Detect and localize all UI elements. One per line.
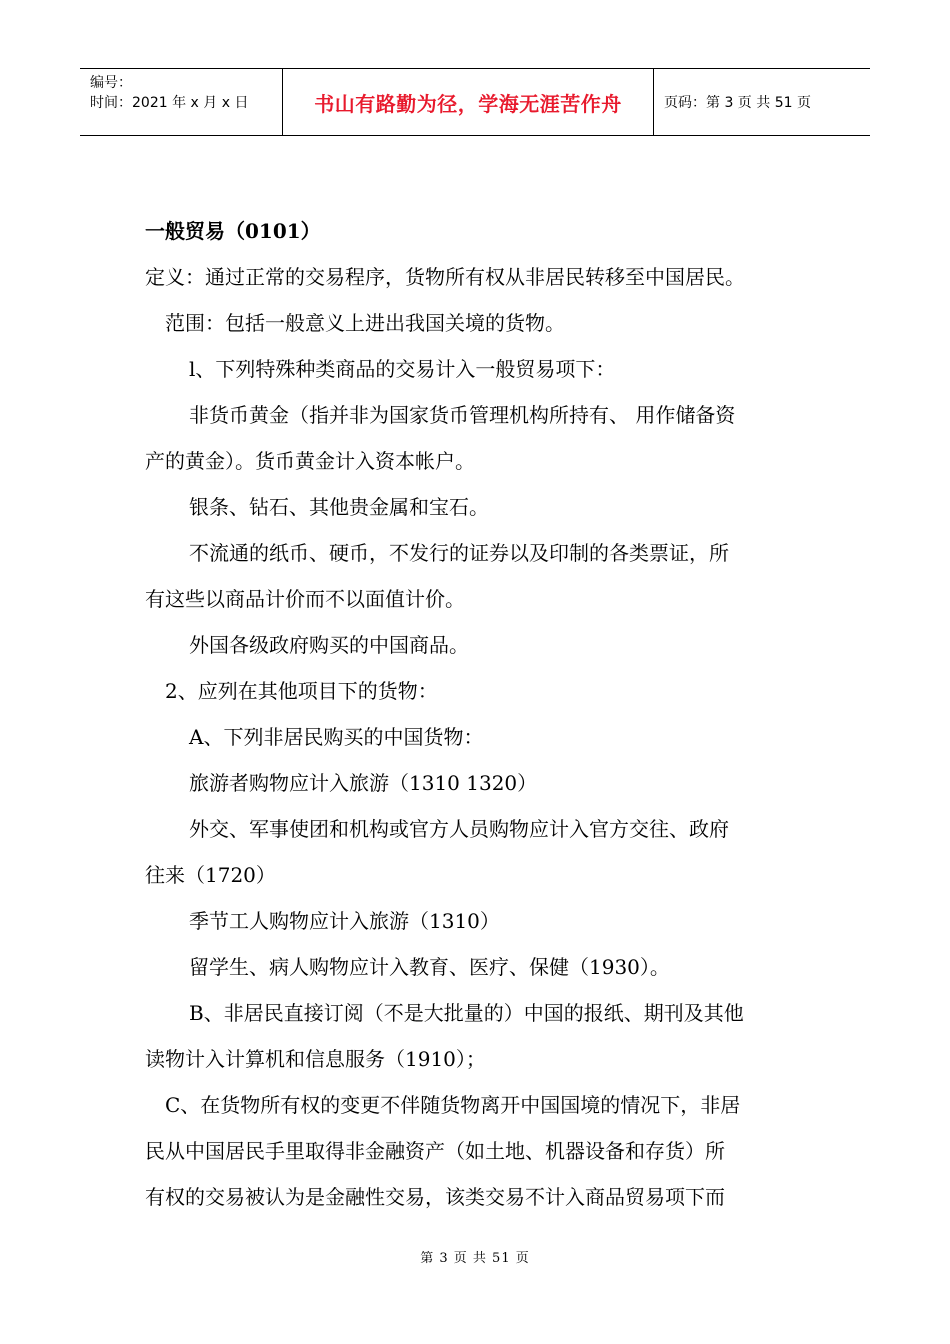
paragraph-currency-line2: 有这些以商品计价而不以面值计价。 bbox=[145, 587, 465, 611]
paragraph-item-c-line2: 民从中国居民手里取得非金融资产（如土地、机器设备和存货）所 bbox=[145, 1139, 725, 1163]
paragraph-diplomatic-line2: 往来（1720） bbox=[145, 863, 276, 887]
paragraph-item-2: 2、应列在其他项目下的货物： bbox=[165, 679, 438, 703]
paragraph-diplomatic-line1: 外交、军事使团和机构或官方人员购物应计入官方交往、政府 bbox=[189, 817, 729, 841]
paragraph-foreign-gov: 外国各级政府购买的中国商品。 bbox=[189, 633, 469, 657]
paragraph-seasonal: 季节工人购物应计入旅游（1310） bbox=[189, 909, 500, 933]
page-footer: 第 3 页 共 51 页 bbox=[420, 1251, 530, 1266]
paragraph-silver: 银条、钻石、其他贵金属和宝石。 bbox=[189, 495, 489, 519]
date-label: 时间：2021 年 x 月 x 日 bbox=[90, 95, 249, 111]
number-label: 编号： bbox=[90, 75, 132, 91]
paragraph-definition: 定义：通过正常的交易程序，货物所有权从非居民转移至中国居民。 bbox=[145, 265, 745, 289]
paragraph-item-b-line1: B、非居民直接订阅（不是大批量的）中国的报纸、期刊及其他 bbox=[189, 1001, 744, 1025]
header-page-info: 页码：第 3 页 共 51 页 bbox=[664, 95, 811, 111]
header-motto: 书山有路勤为径，学海无涯苦作舟 bbox=[282, 69, 654, 135]
paragraph-item-a: A、下列非居民购买的中国货物： bbox=[189, 725, 484, 749]
paragraph-gold-line1: 非货币黄金（指并非为国家货币管理机构所持有、 用作储备资 bbox=[189, 403, 736, 427]
paragraph-item-c-line3: 有权的交易被认为是金融性交易，该类交易不计入商品贸易项下而 bbox=[145, 1185, 725, 1209]
paragraph-students: 留学生、病人购物应计入教育、医疗、保健（1930）。 bbox=[189, 955, 670, 979]
section-heading: 一般贸易（0101） bbox=[145, 219, 321, 243]
paragraph-scope: 范围：包括一般意义上进出我国关境的货物。 bbox=[165, 311, 565, 335]
paragraph-item-b-line2: 读物计入计算机和信息服务（1910）； bbox=[145, 1047, 486, 1071]
paragraph-item-1: l、下列特殊种类商品的交易计入一般贸易项下： bbox=[189, 357, 616, 381]
header-meta bbox=[80, 69, 282, 135]
paragraph-gold-line2: 产的黄金）。货币黄金计入资本帐户。 bbox=[145, 449, 475, 473]
paragraph-item-c-line1: C、在货物所有权的变更不伴随货物离开中国国境的情况下，非居 bbox=[165, 1093, 741, 1117]
document-body bbox=[145, 208, 810, 1220]
paragraph-currency-line1: 不流通的纸币、硬币，不发行的证券以及印制的各类票证，所 bbox=[189, 541, 729, 565]
document-header bbox=[80, 68, 870, 136]
paragraph-tourist: 旅游者购物应计入旅游（1310 1320） bbox=[189, 771, 538, 795]
